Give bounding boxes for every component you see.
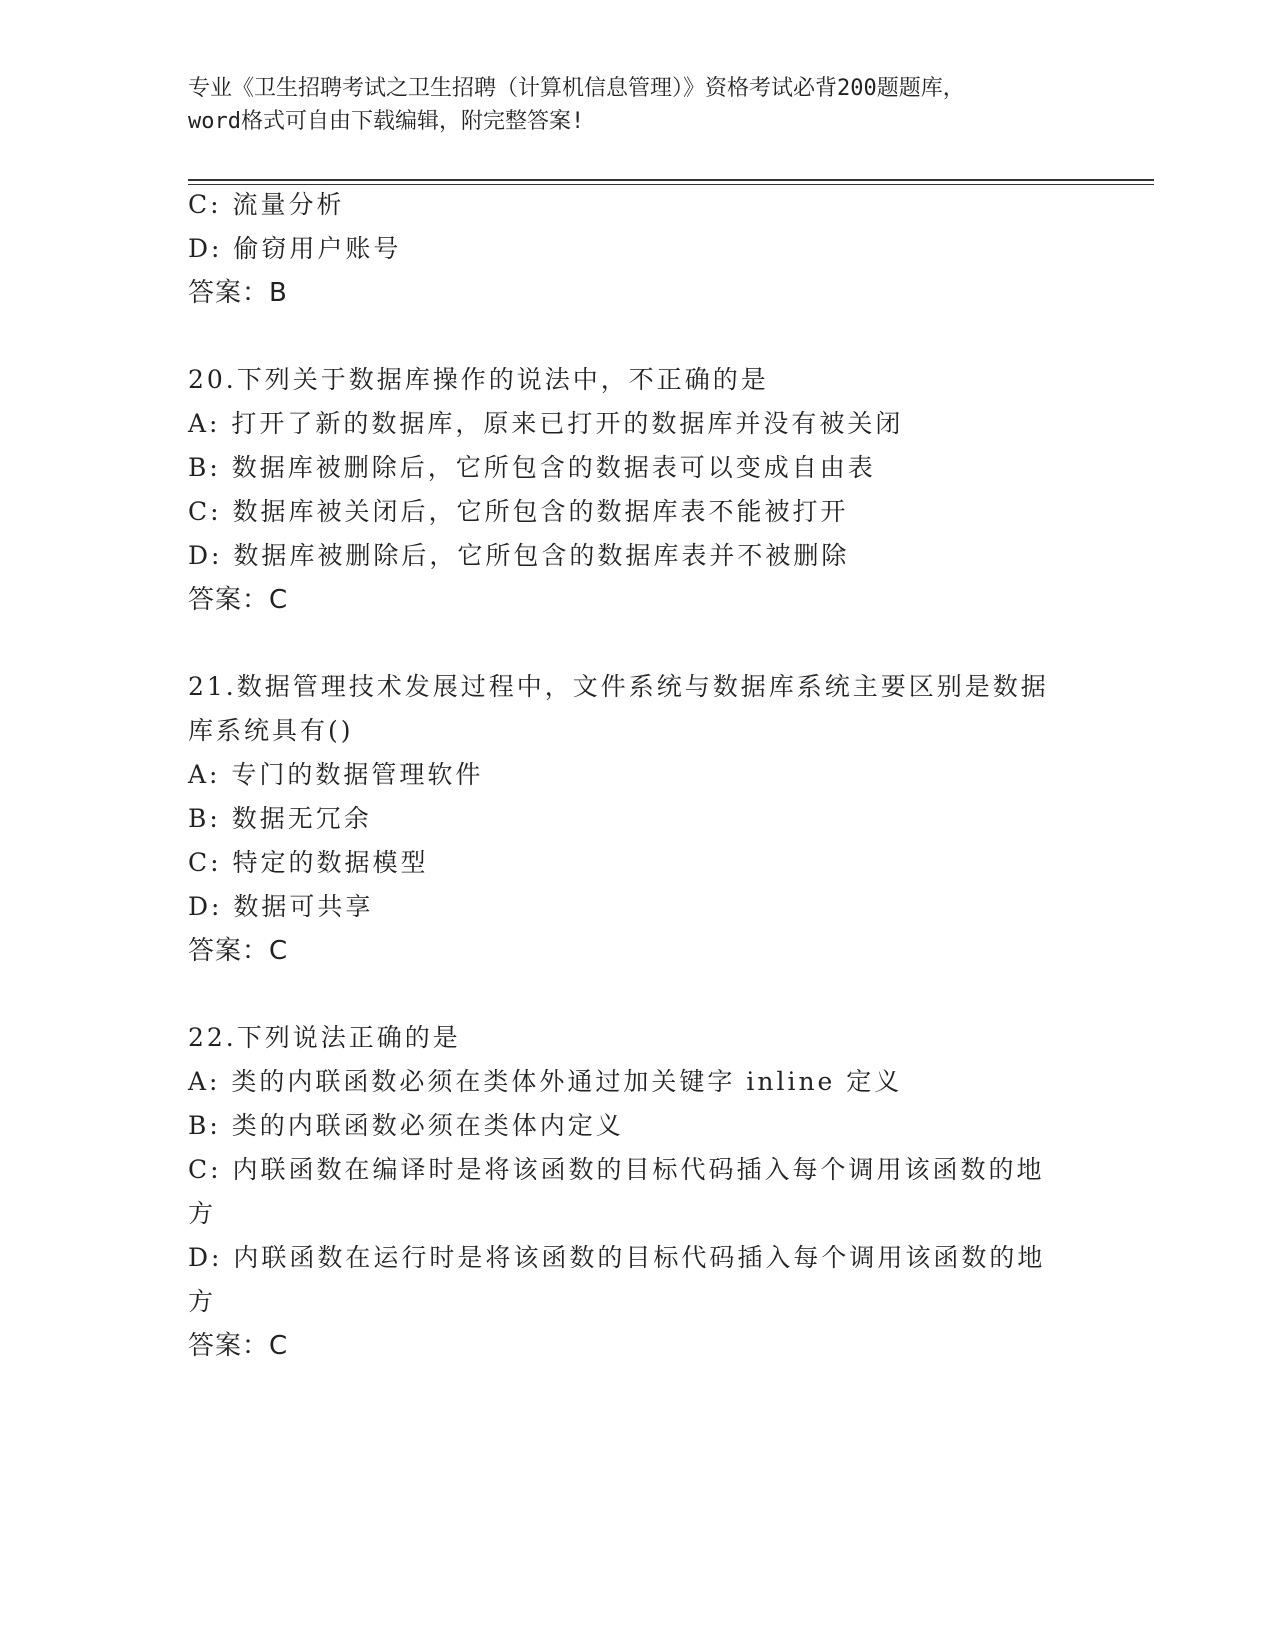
q21-stem-line-2: 库系统具有()	[188, 716, 354, 745]
q22-option-d-line-2: 方	[188, 1287, 217, 1316]
q20-option-a: A: 打开了新的数据库，原来已打开的数据库并没有被关闭	[188, 409, 904, 438]
prev-answer: 答案：B	[188, 278, 288, 308]
q21-option-b: B: 数据无冗余	[188, 804, 372, 833]
q21-option-d: D: 数据可共享	[188, 892, 374, 921]
q20-option-b: B: 数据库被删除后，它所包含的数据表可以变成自由表	[188, 453, 876, 482]
header-rule-thin	[188, 184, 1154, 185]
q21-option-a: A: 专门的数据管理软件	[188, 760, 484, 789]
prev-option-c: C: 流量分析	[188, 190, 345, 219]
prev-option-d: D: 偷窃用户账号	[188, 234, 402, 263]
q21-stem-line-1: 21.数据管理技术发展过程中，文件系统与数据库系统主要区别是数据	[188, 672, 1049, 701]
q20-option-c: C: 数据库被关闭后，它所包含的数据库表不能被打开	[188, 497, 849, 526]
q22-option-d-line-1: D: 内联函数在运行时是将该函数的目标代码插入每个调用该函数的地	[188, 1243, 1046, 1272]
q22-answer: 答案：C	[188, 1331, 289, 1361]
q22-option-c-line-2: 方	[188, 1199, 217, 1228]
q20-answer: 答案：C	[188, 585, 289, 615]
header-title-line-2: word格式可自由下载编辑，附完整答案!	[188, 109, 585, 134]
header-rule-thick	[188, 179, 1154, 181]
q22-option-b: B: 类的内联函数必须在类体内定义	[188, 1111, 624, 1140]
q22-option-c-line-1: C: 内联函数在编译时是将该函数的目标代码插入每个调用该函数的地	[188, 1155, 1045, 1184]
q20-stem: 20.下列关于数据库操作的说法中，不正确的是	[188, 365, 769, 394]
q22-stem: 22.下列说法正确的是	[188, 1023, 461, 1052]
header-title-line-1: 专业《卫生招聘考试之卫生招聘（计算机信息管理）》资格考试必背200题题库，	[188, 76, 965, 101]
document-header	[188, 72, 1088, 138]
q22-option-a: A: 类的内联函数必须在类体外通过加关键字 inline 定义	[188, 1067, 903, 1096]
q20-option-d: D: 数据库被删除后，它所包含的数据库表并不被删除	[188, 541, 850, 570]
q21-option-c: C: 特定的数据模型	[188, 848, 429, 877]
q21-answer: 答案：C	[188, 936, 289, 966]
